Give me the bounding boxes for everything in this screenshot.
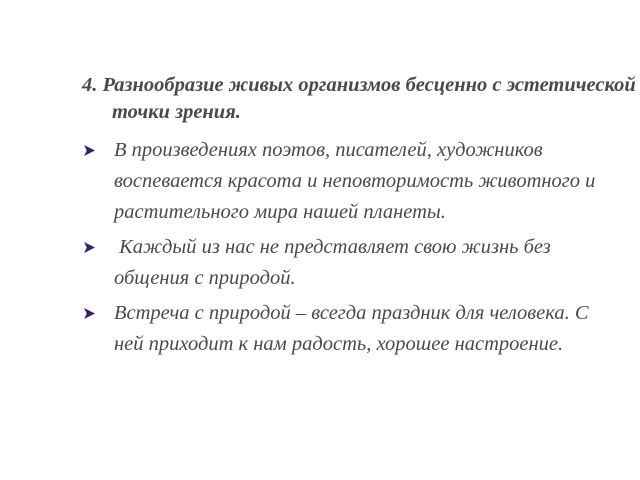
bullet-text: В произведениях поэтов, писателей, художников воспевается красота и неповторимость животного и растительного мира нашей планеты. [114,139,596,223]
arrowhead-bullet-icon [84,242,95,253]
bullet-list [84,135,614,364]
bullet-item [84,298,614,360]
slide-heading: 4. Разнообразие живых организмов бесценно с эстетической точки зрения. [82,74,636,123]
arrowhead-bullet-icon [84,308,95,319]
bullet-item [84,232,614,294]
bullet-item [84,135,614,228]
arrowhead-bullet-icon [84,145,95,156]
bullet-text: Встреча с природой – всегда праздник для человека. С ней приходит к нам радость, хорошее настроение. [114,302,589,355]
bullet-text: Каждый из нас не представляет свою жизнь без общения с природой. [114,236,556,289]
